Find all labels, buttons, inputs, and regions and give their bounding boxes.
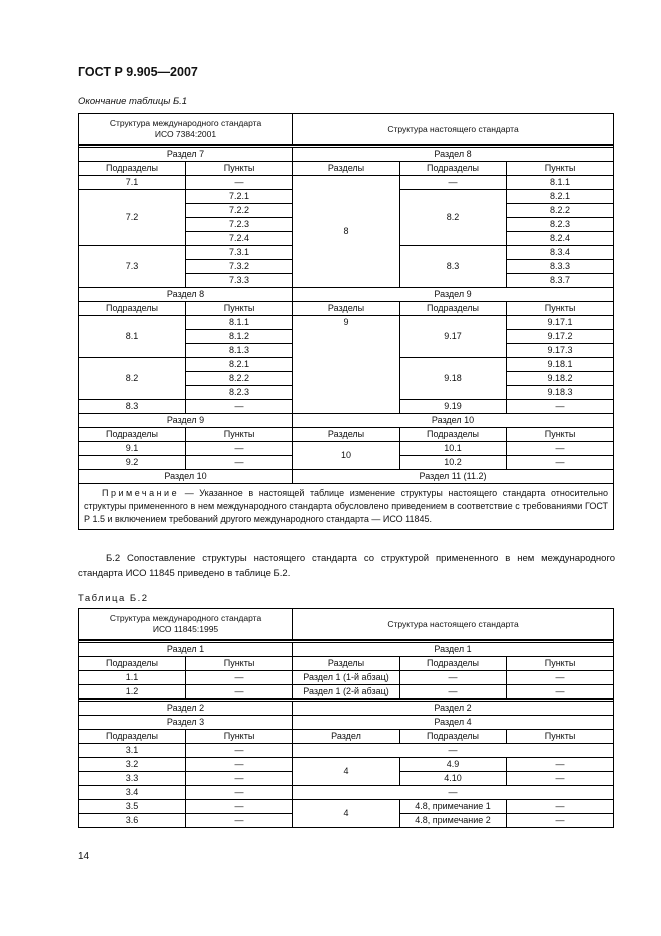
table-row: 8.2.3 9.18.3 (79, 386, 614, 400)
body-paragraph: Б.2 Сопоставление структуры настоящего стандарта со структурой примененного в нем международного стандарта ИСО 11845 приведено в таблице Б.2. (78, 553, 615, 579)
column-header-row: Подразделы Пункты Разделы Подразделы Пункты (79, 302, 614, 316)
table-row: 3.5 — 4 4.8, примечание 1 — (79, 800, 614, 814)
note-text: — Указанное в настоящей таблице изменение структуры настоящего стандарта относительно структуры примененного в нем международного стандарта обусловлено приведением в соответствие с требованиями ГОСТ Р 1.5 и включением требований другого международного стандарта — ИСО 11845. (84, 488, 609, 524)
table-caption: Окончание таблицы Б.1 (78, 96, 188, 107)
table-row: 1.2 — Раздел 1 (2-й абзац) — — (79, 685, 614, 700)
structure-table-b2 (78, 608, 614, 828)
section-label: Раздел 10 (293, 414, 614, 428)
table-row: 8.1 8.1.1 9 9.17 9.17.1 (79, 316, 614, 330)
section-label: Раздел 10 (79, 470, 293, 484)
table-row: 7.2 7.2.1 8.2 8.2.1 (79, 190, 614, 204)
table-row: 9.1 — 10 10.1 — (79, 442, 614, 456)
table-row: 8.1.2 9.17.2 (79, 330, 614, 344)
section-label: Раздел 3 (79, 716, 293, 730)
column-header-row: Подразделы Пункты Разделы Подразделы Пункты (79, 428, 614, 442)
table-row: 8.2.2 9.18.2 (79, 372, 614, 386)
table-row: 7.2.4 8.2.4 (79, 232, 614, 246)
table-row: 7.3 7.3.1 8.3 8.3.4 (79, 246, 614, 260)
section-label: Раздел 9 (79, 414, 293, 428)
table-row: 3.4 — — (79, 786, 614, 800)
section-label: Раздел 8 (79, 288, 293, 302)
section-label: Раздел 11 (11.2) (293, 470, 614, 484)
column-header-row: Подразделы Пункты Разделы Подразделы Пункты (79, 657, 614, 671)
table-row: 8.3 — 9.19 — (79, 400, 614, 414)
table-row: 7.3.3 8.3.7 (79, 274, 614, 288)
section-label: Раздел 1 (293, 643, 614, 657)
table-row: 8.1.3 9.17.3 (79, 344, 614, 358)
section-label: Раздел 8 (293, 148, 614, 162)
table-row: 3.1 — — (79, 744, 614, 758)
structure-table-b1 (78, 113, 614, 530)
section-label: Раздел 7 (79, 148, 293, 162)
header-this-standard: Структура настоящего стандарта (293, 114, 614, 146)
table-row: 3.3 — 4.10 — (79, 772, 614, 786)
table-note (79, 484, 614, 530)
page-number: 14 (78, 851, 90, 862)
table-row: 3.2 — 4 4.9 — (79, 758, 614, 772)
table-caption: Таблица Б.2 (78, 593, 149, 604)
column-header-row: Подразделы Пункты Разделы Подразделы Пункты (79, 162, 614, 176)
table-row: 7.3.2 8.3.3 (79, 260, 614, 274)
header-intl-standard: Структура международного стандарта ИСО 7384:2001 (79, 114, 293, 146)
table-row: 1.1 — Раздел 1 (1-й абзац) — — (79, 671, 614, 685)
note-label: Примечание (102, 488, 180, 498)
table-row: 7.2.3 8.2.3 (79, 218, 614, 232)
header-this-standard: Структура настоящего стандарта (293, 609, 614, 641)
table-row: 7.1 — 8 — 8.1.1 (79, 176, 614, 190)
header-intl-standard: Структура международного стандарта ИСО 11845:1995 (79, 609, 293, 641)
section-label: Раздел 2 (293, 702, 614, 716)
document-header: ГОСТ Р 9.905—2007 (78, 65, 198, 79)
table-row: 9.2 — 10.2 — (79, 456, 614, 470)
table-row: 7.2.2 8.2.2 (79, 204, 614, 218)
column-header-row: Подразделы Пункты Раздел Подразделы Пункты (79, 730, 614, 744)
section-label: Раздел 1 (79, 643, 293, 657)
section-label: Раздел 4 (293, 716, 614, 730)
table-row: 3.6 — 4.8, примечание 2 — (79, 814, 614, 828)
table-row: 8.2 8.2.1 9.18 9.18.1 (79, 358, 614, 372)
section-label: Раздел 9 (293, 288, 614, 302)
section-label: Раздел 2 (79, 702, 293, 716)
